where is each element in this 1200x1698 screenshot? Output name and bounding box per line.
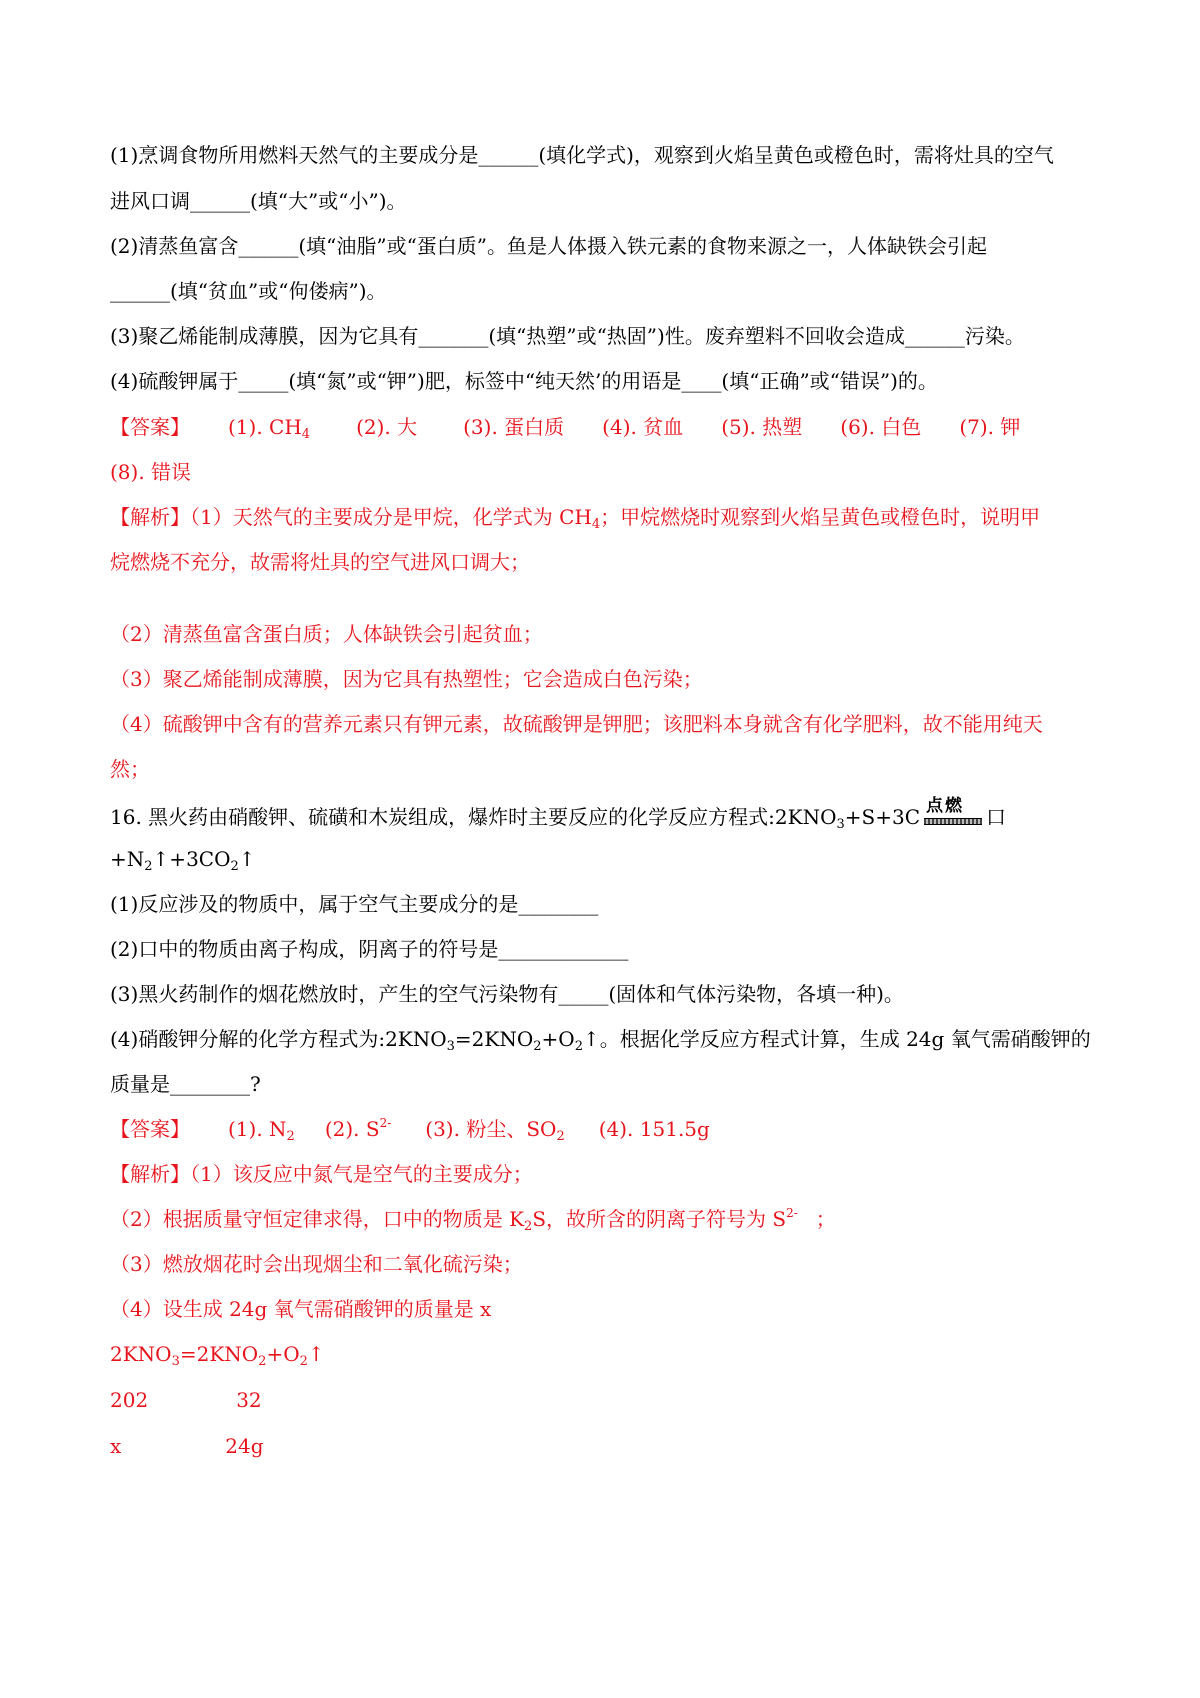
q16-part4-line2: 质量是________? xyxy=(110,1072,261,1096)
q15-analysis-4-line2: 然； xyxy=(110,757,150,781)
mass-kno3: 202 xyxy=(110,1388,149,1412)
q15-part2-line2: ______(填“贫血”或“佝偻病”)。 xyxy=(110,279,387,303)
q16-answer-line xyxy=(110,1115,1100,1143)
q15-analysis-3: （3）聚乙烯能制成薄膜，因为它具有热塑性；它会造成白色污染； xyxy=(110,667,703,691)
reaction-condition: 点燃 xyxy=(924,800,982,830)
answer-4: (4). 151.5g xyxy=(598,1117,710,1141)
answer-3: (3). 粉尘、$SO_2$ xyxy=(425,1117,565,1144)
q15-part2-line1: (2)清蒸鱼富含______(填“油脂”或“蛋白质”。鱼是人体摄入铁元素的食物来源之一，人体缺铁会引起 xyxy=(110,234,988,258)
q15-part1-line1: (1)烹调食物所用燃料天然气的主要成分是______(填化学式)，观察到火焰呈黄色或橙色时，需将灶具的空气 xyxy=(110,143,1054,167)
answer-1: (1). $CH_4$ xyxy=(228,415,311,442)
unknown-x: x xyxy=(110,1434,122,1458)
q16-ratio-row1 xyxy=(110,1386,1100,1414)
given-o2-mass: 24g xyxy=(225,1434,264,1458)
q16-part1: (1)反应涉及的物质中，属于空气主要成分的是________ xyxy=(110,892,599,916)
analysis-label: 【解析】 xyxy=(110,505,190,529)
q15-part3: (3)聚乙烯能制成薄膜，因为它具有_______(填“热塑”或“热固”)性。废弃塑料不回收会造成______污染。 xyxy=(110,324,1025,348)
answer-2: (2). 大 xyxy=(356,415,418,439)
answer-4: (4). 贫血 xyxy=(602,415,684,439)
answer-label: 【答案】 xyxy=(110,415,190,439)
answer-6: (6). 白色 xyxy=(840,415,922,439)
q15-part4: (4)硫酸钾属于_____(填“氮”或“钾”)肥，标签中“纯天然’的用语是____(填“正确”或“错误”)的。 xyxy=(110,369,938,393)
answer-label: 【答案】 xyxy=(110,1117,190,1141)
answer-2: (2). $S^{2-}$ xyxy=(324,1116,392,1141)
q16-part2: (2)口中的物质由离子构成，阴离子的符号是_____________ xyxy=(110,937,629,961)
q16-analysis-1: 【解析】（1）该反应中氮气是空气的主要成分； xyxy=(110,1162,533,1186)
answer-3: (3). 蛋白质 xyxy=(463,415,565,439)
q16-part4-line1: (4)硝酸钾分解的化学方程式为$:2KNO_3=2KNO_2+O_2↑$。根据化学反应方程式计算，生成 24g 氧气需硝酸钾的 xyxy=(110,1027,1091,1054)
q16-analysis-2: （2）根据质量守恒定律求得，口中的物质是 $K_2S$，故所含的阴离子符号为 $S^{2-}$ ； xyxy=(110,1206,836,1234)
q15-answer-line xyxy=(110,413,1100,441)
q16-part3: (3)黑火药制作的烟花燃放时，产生的空气污染物有_____(固体和气体污染物，各填一种)。 xyxy=(110,982,904,1006)
q16-analysis-4: （4）设生成 24g 氧气需硝酸钾的质量是 x xyxy=(110,1297,492,1321)
q16-ratio-row2 xyxy=(110,1432,1100,1460)
answer-8: (8). 错误 xyxy=(110,460,192,484)
reaction-arrow-bar xyxy=(924,818,982,825)
q16-stem-line2: $+N_2↑+3CO_2↑$ xyxy=(110,847,256,874)
q16-stem-line1: 16. 黑火药由硝酸钾、硫磺和木炭组成，爆炸时主要反应的化学反应方程式$:2KNO_3+S+3C$ 点燃 口 xyxy=(110,796,1006,832)
q15-analysis-line2: 烷燃烧不充分，故需将灶具的空气进风口调大； xyxy=(110,550,530,574)
mass-o2: 32 xyxy=(236,1388,262,1412)
analysis-label: 【解析】 xyxy=(110,1162,190,1186)
q15-analysis-4-line1: （4）硫酸钾中含有的营养元素只有钾元素，故硫酸钾是钾肥；该肥料本身就含有化学肥料，故不能用纯天 xyxy=(110,712,1043,736)
answer-1: (1). $N_2$ xyxy=(228,1117,295,1144)
q15-analysis-2: （2）清蒸鱼富含蛋白质；人体缺铁会引起贫血； xyxy=(110,622,543,646)
answer-5: (5). 热塑 xyxy=(721,415,803,439)
q16-analysis-3: （3）燃放烟花时会出现烟尘和二氧化硫污染； xyxy=(110,1252,523,1276)
answer-7: (7). 钾 xyxy=(959,415,1021,439)
q15-part1-line2: 进风口调______(填“大”或“小”)。 xyxy=(110,189,407,213)
q16-equation: $2KNO_3=2KNO_2+O_2↑$ xyxy=(110,1342,325,1369)
q15-analysis-line1: 【解析】（1）天然气的主要成分是甲烷，化学式为 $CH_4$；甲烷燃烧时观察到火焰呈黄色或橙色时，说明甲 xyxy=(110,505,1041,532)
